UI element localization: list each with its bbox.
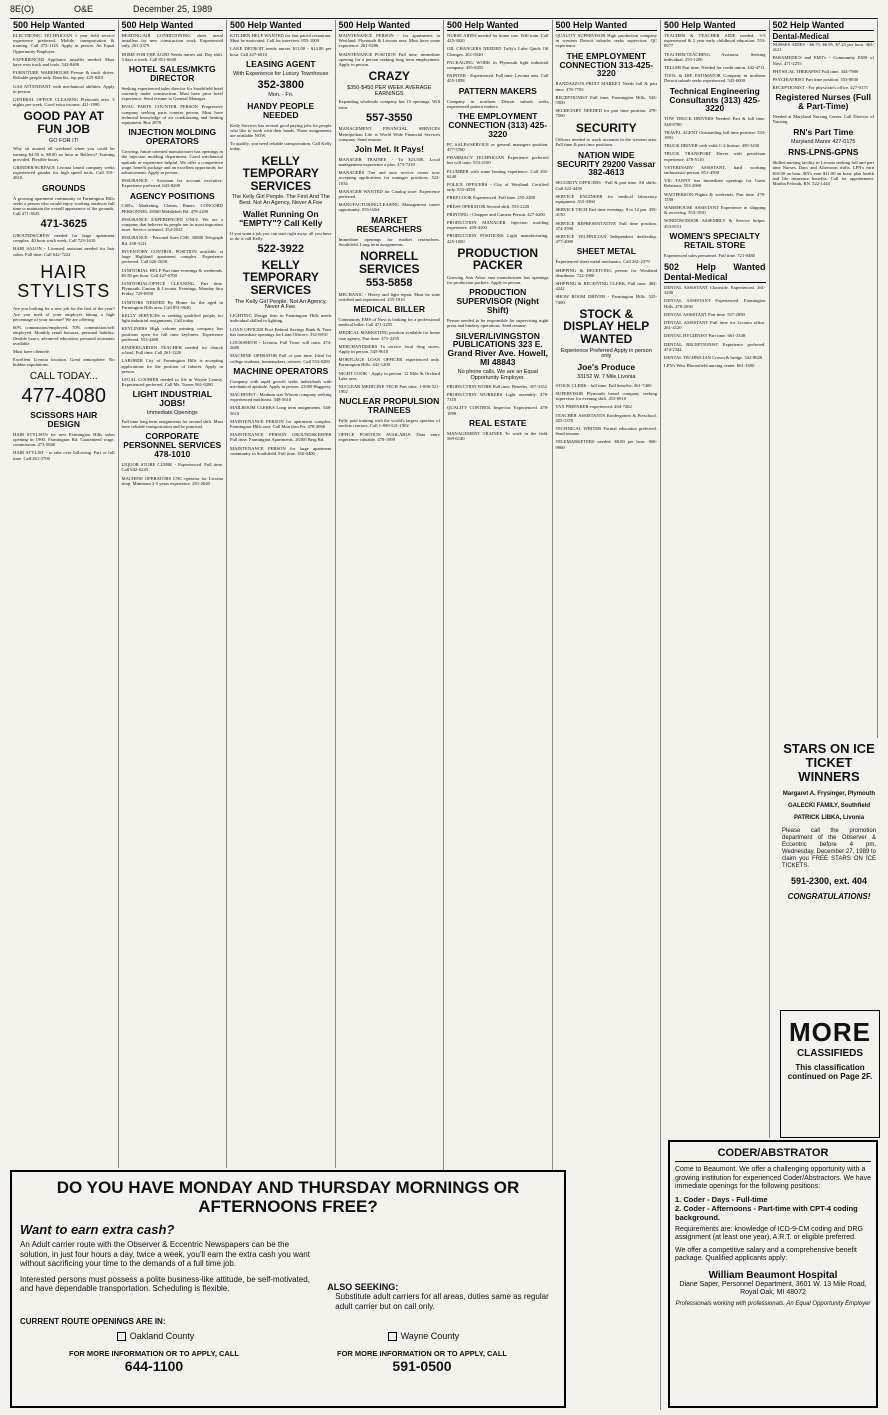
paper-name: O&E (74, 4, 94, 14)
classified-ad-text: LPN's West Bloomfield nursing center. 661-1600 (664, 363, 755, 369)
ad-tagline: Experience Preferred Apply in person only (560, 347, 652, 360)
classified-ad-text: RECEPTIONIST - For physician's office. 427-0175 (772, 85, 868, 91)
classified-ad-text: Must have clientele. (13, 348, 51, 354)
classified-ad-text: WAITPERSON Nights & weekends. Part time. 478-1550 (664, 191, 766, 202)
classified-ad-text: JANITORIAL HELP Part time evenings & weekends. $5.50 per hour. Call 427-6700 (121, 267, 223, 278)
classified-ad-text: TRUCK DRIVER with valid C-2 license. 459-3430 (664, 143, 760, 149)
classified-ad-text: TOOL & DIE ESTIMATOR Company in northern Detroit suburb seeks experienced. 543-6000 (664, 73, 766, 84)
classified-ad-text: DENTAL ASSISTANT Part time. 557-2890 (664, 311, 745, 317)
classified-ad-text: TELEMARKETERS needed. $6.00 per hour. 968-9960 (555, 439, 657, 450)
classified-ad-text: MANUFACTURING/LEASING Management career opportunity. 555-0264 (338, 202, 440, 213)
classified-ad-text: GAS ATTENDANT with mechanical abilities. Apply in person. (13, 83, 115, 94)
classified-ad-text: RANDAZZO'S FRUIT MARKET Needs full & part time. 478-7705 (555, 81, 657, 92)
classified-ad-text: SECURITY OFFICERS - Full & part time. All shifts. Call 422-4430 (555, 180, 657, 191)
classified-ad-text: TEACHER/TEACHING Assistant. Seeking individual. 253-1200 (664, 51, 766, 62)
ad-subheadline: Registered Nurses (Full & Part-Time) (775, 92, 871, 112)
coder-offer: We offer a competitive salary and a comprehensive benefit package. Qualified applicants apply: (675, 1246, 857, 1262)
classified-ad-text: TEACHER & TEACHER AIDE needed, 3-5 experienced & 2 year early childhood education. 553-8977 (664, 33, 766, 49)
info-label-2: FOR MORE INFORMATION OR TO APPLY, CALL (336, 1349, 507, 1359)
classified-ad-text: INVENTORY CONTROL POSITION available at large Highland apartment complex. Experience preferred. Call 626-1658. (121, 248, 223, 265)
ad-subheadline: Wallet Running On "EMPTY"? Call Kelly (239, 208, 323, 228)
ad-headline: STOCK & DISPLAY HELP WANTED (563, 306, 650, 346)
classified-ad-text: VIC TANNY has immediate openings for Guest Relations. 553-2900 (664, 178, 766, 189)
classified-ad-text: MAINTENANCE PERSON - for apartments in Westland. Plymouth & Livonia area. Must have some experience. 261-0286 (338, 33, 440, 49)
classified-ad-text: PLUMBER with some heating experience. Call 292-6240 (447, 168, 549, 179)
also-seeking-item: Substitute adult carriers for all areas, duties same as regular adult carrier but on call only. (335, 1292, 549, 1311)
coder-intro: Come to Beaumont. We offer a challenging opportunity with a growing institution for experienced Coder/Abstractors. We have immediate openings for the following positions: (675, 1166, 871, 1190)
classified-ad-text: If you want a job you can start right away, all you have to do is call Kelly. (230, 230, 332, 242)
ad-subheadline: HANDY PEOPLE NEEDED (247, 100, 315, 120)
classified-ad-text: HVAC PARTS COUNTER PERSON Progressive company seeking parts counter person. Must have technical knowledge of air conditioning and heating equipment. Box 2870. (121, 104, 223, 126)
coder-item-1: 1. Coder - Days - Full-time (675, 1194, 768, 1204)
classified-ad-text: FURNITURE WAREHOUSE Person & truck driver. Reliable people only. Benefits, top pay. 425-8201 (13, 70, 115, 81)
classified-ad-text: POLICE OFFICERS - City of Westland. Certified only. 553-4558 (447, 181, 549, 193)
classified-ad-text: Growing Ann Arbor area manufacturer has openings for production packers. Apply in person. (447, 274, 549, 286)
page-number: 8E(O) (10, 4, 35, 14)
ad-subheadline: LIGHT INDUSTRIAL JOBS! (132, 389, 212, 409)
coder-eoe: Professionals working with professionals. An Equal Opportunity Employer (675, 1300, 871, 1307)
classified-ad-text: INSURANCE - Assistant for account executive. Experience preferred. 643-8200 (121, 178, 223, 189)
ad-tagline: No phone calls. We are an Equal Opportunity Employer. (457, 369, 538, 381)
classified-ad-text: KITCHEN HELP WANTED for fast paced restaurant. Must be motivated. Call for interview. 855-1000 (230, 33, 332, 44)
ad-headline-large: HAIR STYLISTS (17, 261, 111, 301)
classified-ad-text: VETERINARY ASSISTANT, hard working enthusiastic person. 851-4590 (664, 164, 766, 176)
ad-tagline: With Experience for Luxury Townhouse (233, 70, 329, 77)
ad-phone-number: 471-3625 (40, 218, 87, 231)
classified-ad-text: KELLY SERVICES is seeking qualified people for light industrial assignments. Call today. (121, 312, 223, 324)
classified-ad-text: Are you looking for a new job for the first of the year? Are you tired of your employer taking a high percentage of your income? We are offering: (13, 306, 115, 322)
classified-ad-text: PRINTING - Chopper and Camera Person. 427-6200 (447, 211, 545, 217)
ad-subheadline: INJECTION MOLDING OPERATORS (128, 127, 217, 147)
classified-ad-text: MANAGEMENT FINANCIAL SERVICES Metropolitan Life is World Wide Financial Services company. Send resume. (338, 126, 440, 142)
classified-ad-text: HAIR STYLISTS for new Farmington Hills salon opening in 1990. Farmington Rd. Guaranteed wage, commission. 473-5840 (13, 431, 115, 448)
classified-ad-text: LAKE DETROIT needs nurses $11.00 - $14.00 per hour. Call 427-6010 (230, 46, 332, 57)
classified-ad-text: WAREHOUSE ASSISTANT Experience in shipping & receiving. 553-3550 (664, 205, 766, 216)
phone-wayne: 591-0500 (392, 1358, 452, 1375)
classified-ad-text: Fully paid training with the world's largest operator of nuclear reactors. Call 1-800-521-1902 (338, 418, 440, 429)
classified-ad-text: JANITORIAL/OFFICE CLEANING. Part time. Plymouth, Canton & Livonia. Evenings, Monday thru Friday. 729-6950 (121, 280, 223, 297)
ad-phone-number-large: 477-4080 (21, 385, 107, 408)
classified-ad-text: GROUNDS/CREW needed for large apartment complex. 40 hour work week. Call 723-1610 (13, 232, 115, 244)
ad-tagline: Maryland Manor 427-0175 (790, 138, 856, 145)
classified-ad-text: SECRETARY NEEDED for part time position. 478-7500 (555, 108, 657, 119)
classified-ad-text: PRESS OPERATOR Second shift. 553-2220 (447, 203, 530, 209)
ad-subheadline: NUCLEAR PROPULSION TRAINEES (339, 396, 440, 416)
ad-subheadline: Join Met. It Pays! (354, 143, 424, 154)
classified-ad-text: CSR's, Marketing, Claims, Raters. CONCORD PERSONNEL 18500 Middlebelt Rd. 478-2200 (121, 203, 223, 214)
classified-ad-text: MANAGER TRAINEE - To $23,500. Local management experience a plus. 473-7210 (338, 156, 440, 168)
ad-headline: NORRELL SERVICES (359, 248, 420, 276)
also-seeking-label: ALSO SEEKING: (327, 1282, 399, 1292)
classified-ad-text: DENTAL TECHNICIAN Crown & bridge. 522-8620 (664, 354, 763, 360)
classified-ad-text: PRODUCTION POSITIONS Light manufacturing. 425-1000 (447, 233, 549, 244)
classified-ad-text: Experienced sheet metal mechanics. Call 261-2379 (555, 259, 650, 265)
ad-subheadline: SILVER/LIVINGSTON PUBLICATIONS 323 E. Grand River Ave. Howell, MI 48843 (447, 330, 548, 368)
classified-ad-text: MANAGERS Tire and auto service center now accepting applications for manager positions. 522-1034 (338, 170, 440, 186)
ad-subheadline: WOMEN'S SPECIALTY RETAIL STORE (669, 230, 761, 250)
carrier-recruitment-ad (10, 1170, 566, 1408)
classified-ad-text: GENERAL OFFICE CLEANING Plymouth area. 3 nights per week. Good extra income. 421-1990 (13, 97, 115, 108)
classified-ad-text: WINDOW/DOOR ASSEMBLY & Service helper. 453-8151 (664, 218, 766, 229)
column-heading: 500 Help Wanted (447, 20, 549, 31)
checkbox-icon (388, 1332, 397, 1341)
column-heading: 500 Help Wanted (556, 20, 658, 31)
classified-ad-text: TECHNICAL WRITER Formal education preferred. Send resume. (555, 425, 657, 437)
classified-ad-text: LOCKSMITH - Livonia. Full Time, will train. 474-2600 (230, 339, 332, 351)
column-heading: 500 Help Wanted (230, 20, 332, 31)
ad-headline: PRODUCTION PACKER (457, 245, 539, 273)
route-oakland[interactable] (117, 1331, 195, 1341)
classified-column-3 (227, 20, 336, 1168)
checkbox-icon (117, 1332, 126, 1341)
coder-requirements: Requirements are: knowledge of ICD-9-CM coding and DRG assignment (at least one year), A.R.T. or eligible preferred. (675, 1225, 863, 1241)
stars-winner: Margaret A. Frysinger, Plymouth (782, 791, 876, 797)
column-subheading: Dental-Medical (773, 32, 875, 42)
more-sub: CLASSIFIEDS (796, 1048, 864, 1059)
ad-tagline: $350-$450 PER WEEK AVERAGE EARNINGS (347, 84, 432, 97)
classified-ad-text: QUALITY SUPERVISOR High production company in western Detroit suburbs seeks supervisor. QC experience. (555, 33, 657, 49)
classified-column-1 (10, 20, 119, 1168)
classified-ad-text: KINDERGARTEN TEACHER needed for church school. Full time. Call 261-1220 (121, 344, 223, 356)
column-heading: 500 Help Wanted (122, 20, 224, 31)
classified-ad-text: EXPERIENCED Appliance installer needed. Must have own truck and tools. 542-8400 (13, 56, 115, 68)
classified-ad-text: SHIPPING & RECEIVING CLERK. Full time. 484-4242 (555, 280, 657, 292)
classified-ad-text: HOME FOR THE AGED Needs nurses aid. Day shift. 3 days a week. Call 851-6640 (121, 51, 223, 62)
classified-column-2 (119, 20, 228, 1168)
classified-ad-text: DENTAL RECEPTIONIST Experience preferred. 474-2344 (664, 341, 766, 352)
classified-column-7 (661, 20, 770, 1138)
classified-ad-text: DENTAL ASSISTANT Full time for Livonia office. 261-4120 (664, 319, 766, 331)
stars-winner: GALECKI FAMILY, Southfield (787, 803, 871, 809)
classified-ad-text: NURSE AIDES needed for home care. Will train. Call 425-3020 (447, 33, 549, 44)
classified-ad-text: MAINTENANCE POSITION Full time, immediate opening for a person seeking long term employment. Apply in person. (338, 51, 440, 68)
classified-ad-text: SHIPPING & RECEIVING person for Westland distributor. 722-1900 (555, 267, 657, 278)
classified-column-4 (336, 20, 445, 1215)
classified-ad-text: Needed at Maryland Nursing Center. Call Director of Nursing. (772, 114, 874, 125)
classified-ad-text: MEDICAL MARKETING position available for home care agency. Part time. 471-2255 (338, 330, 440, 341)
ad-headline: KELLY TEMPORARY SERVICES (242, 257, 319, 297)
ad-phone-number: 557-3550 (366, 111, 413, 124)
classified-ad-text: INSURANCE - Personal lines CSR. 30800 Telegraph Rd. 258-3121 (121, 235, 223, 246)
classified-ad-text: SUPERVISOR Plymouth based company seeking supervisor for evening shift. 453-0010 (555, 390, 657, 402)
classified-ad-text: KEYLINERS High volume printing company has positions open for full time keyliners. Experience preferred. 553-4400 (121, 326, 223, 342)
carrier-headline: DO YOU HAVE MONDAY AND THURSDAY MORNINGS OR AFTERNOONS FREE? (56, 1178, 520, 1216)
column-heading: 500 Help Wanted (664, 20, 766, 31)
coder-org: William Beaumont Hospital (708, 1269, 838, 1281)
more-text: This classification continued on Page 2F. (787, 1063, 873, 1081)
classified-ad-text: 60% commission/employed, 70% commission/self employed. Monthly retail bonuses, personal liability, flexible hours, advanced education, personal assistants available. (13, 325, 115, 346)
classified-ad-text: To qualify, you need reliable transportation. Call Kelly today. (230, 141, 332, 152)
coder-address: Diane Saper, Personnel Department, 3601 W. 13 Mile Road, Royal Oak, MI 48072 (679, 1280, 867, 1296)
coder-title: CODER/ABSTRATOR (675, 1147, 871, 1162)
classified-ad-text: MAINTENANCE PERSON GROUNDSKEEPER Full time. Farmington Apartments. 26300 Berg Rd. (230, 432, 332, 443)
stars-winner: PATRICK LIBKA, Livonia (793, 815, 865, 821)
classified-ad-text: MERCHANDISERS To service local drug stores. Apply in person. 545-9610 (338, 343, 440, 354)
classified-ad-text: INSURANCE EXPERIENCED ONLY. We are a company that believes its people are its most important asset. Service oriented. 354-2022 (121, 216, 223, 233)
classified-ad-text: MACHINIST - Medium size Wixom company seeking experienced machinist. 348-5610 (230, 392, 332, 403)
classified-ad-text: OFFICE POSITION AVAILABLE Data entry experience valuable. 478-1999 (338, 431, 440, 442)
ad-headline: GOOD PAY AT FUN JOB (23, 109, 104, 137)
classified-ad-text: PRODUCTION WORK Full time. Benefits. 357-3352 (447, 383, 548, 389)
classified-ad-text: HAIR SALON - Licensed assistant needed for hair salon. Full time. Call 642-7222 (13, 246, 115, 257)
classified-ad-text: STOCK CLERK - full time. Full benefits. 261-7400 (555, 382, 652, 388)
classified-ad-text: Company with rapid growth seeks individuals with mechanical aptitude. Apply in person. 23300 Haggerty. (230, 378, 332, 389)
ad-subheadline: LEASING AGENT (245, 58, 316, 69)
ad-subheadline: MARKET RESEARCHERS (356, 214, 422, 234)
ad-subheadline: RN's Part Time (793, 126, 854, 137)
classified-ad-text: A growing apartment community in Farmington Hills seeks a person who would enjoy working outdoors full time to maintain the overall appearance of the grounds. Call 471-3625. (13, 195, 115, 217)
classified-column-8 (770, 20, 879, 738)
classified-ad-text: Company in northern Detroit suburb seeks experienced pattern makers. (447, 98, 549, 109)
ad-subheadline: RNS-LPNS-GPNS (788, 147, 859, 158)
stars-body: Please call the promotion department of the Observer & Eccentric before 4 pm, Wednesday, December 27, 1989 to claim you FREE STARS ON ICE TICKETS. (782, 828, 876, 869)
classified-ad-text: TRAVEL AGENT Outstanding full time position. 333-1991 (664, 129, 766, 140)
classified-ad-text: PAINTER - Experienced. Full time. Livonia area. Call 455-1858 (447, 73, 549, 84)
classified-ad-text: Person needed to be responsible for supervising night press and bindery operations. Send resume. (447, 318, 549, 329)
classified-ad-text: TRUCK TRANSPORT Driver with petroleum experience. 478-5110 (664, 151, 766, 162)
classified-ad-text: Expanding wholesale company has 15 openings. Will train. (338, 99, 440, 110)
stars-winners (780, 790, 878, 822)
ad-subheadline: THE EMPLOYMENT CONNECTION (313) 425-3220 (448, 110, 548, 139)
classified-ad-text: Seeking experienced sales director for Southfield hotel currently under construction. Must have prior hotel experience. Send resume to General Manager. (121, 85, 223, 102)
classified-ad-text: Officers needed to work accounts in the western area. Full time & part time positions. (555, 137, 657, 148)
classified-ad-text: HAIR STYLIST - to take over following. Part or full time. Call 261-3700 (13, 450, 115, 461)
classified-ad-text: LIQUOR STORE CLERK - Experienced. Full time. Call 642-0220 (121, 462, 223, 473)
classified-ad-text: SERVICE ENGINEER for medical laboratory equipment. 353-3360 (555, 193, 657, 204)
ad-tagline: The Kelly Girl People. The First And The Best. Not An Agency, Never A Fee (231, 194, 330, 207)
coder-item-2: 2. Coder - Afternoons - Part-time with CPT-4 coding background. (675, 1203, 858, 1222)
column-heading: 500 Help Wanted (13, 20, 115, 31)
route-wayne-label: Wayne County (400, 1331, 460, 1341)
classified-ad-text: SERVICE TECH Part time evenings. 8 to 12 pm. 459-4150 (555, 207, 657, 218)
ad-tagline: 33152 W. 7 Mile Livonia (577, 373, 636, 380)
ad-tagline: Immediate Openings (146, 410, 198, 417)
classified-ad-text: TOW TRUCK DRIVERS Needed. Part & full time. 348-8780 (664, 116, 766, 127)
classified-ad-text: DENTAL HYGIENIST Part time. 661-3340 (664, 333, 746, 339)
stars-phone: 591-2300, ext. 404 (790, 876, 868, 886)
classified-ad-text: PSYCHIATRIST Part time position. 353-8830 (772, 77, 859, 83)
classified-ad-text: PHYSICAL THERAPIST Full time. 344-7900 (772, 68, 859, 74)
classified-ad-text: LEGAL COURIER needed to file in Wayne County. Experienced preferred. Call Ms. Turner 961-0280. (121, 376, 223, 388)
ad-subheadline: MEDICAL BILLER (353, 304, 426, 315)
classified-ad-text: TAX PREPARER experienced. 464-7262 (555, 404, 632, 410)
carrier-body: An Adult carrier route with the Observer & Eccentric Newspapers can be the solution, in just four hours a day, twice a week, you'll earn the extra cash you want without sacrificing your time to the demands of a full time job. (20, 1240, 310, 1268)
stars-title: STARS ON ICE TICKET WINNERS (783, 741, 875, 784)
stars-on-ice-box (780, 738, 878, 1002)
classified-ad-text: LOAN OFFICER First Federal Savings Bank & Trust has immediate openings for Loan Officers. 332-6910 (230, 326, 332, 337)
classified-ad-text: Full time long term assignments for second shift. Must have reliable transportation and be punctual. (121, 418, 223, 430)
column-heading: 502 Help Wanted (773, 20, 875, 31)
classified-ad-text: Community EMS of Novi is looking for a professional medical biller. Call 471-2255 (338, 316, 440, 328)
ad-subheadline: CORPORATE PERSONNEL SERVICES 478-1010 (123, 431, 222, 460)
ad-subheadline: PATTERN MAKERS (458, 85, 537, 96)
routes-label: CURRENT ROUTE OPENINGS ARE IN: (20, 1317, 166, 1326)
carrier-sub: Want to earn extra cash? (20, 1222, 175, 1237)
ad-subheadline: NATION WIDE SECURITY 29200 Vassar 382-4613 (556, 149, 656, 178)
classified-ad-text: LIGHTING Design firm in Farmington Hills needs individual skilled in lighting. (230, 313, 332, 324)
ad-subheadline: SHEET METAL (576, 246, 636, 257)
ad-tagline: GO FOR IT! (48, 137, 79, 144)
classified-ad-text: NUCLEAR MEDICINE TECH Part time. 1-800-521-1902 (338, 384, 440, 395)
classified-column-5 (444, 20, 553, 1215)
ad-phone-number: 553-5858 (366, 277, 413, 290)
classified-ad-text: MACHINE OPERATORS CNC operator for Livonia shop. Minimum 3-5 years experience. 261-2640 (121, 475, 223, 486)
issue-date: December 25, 1989 (133, 4, 213, 14)
classified-ad-text: NIGHT COOK - Apply in person. 12 Mile & Orchard Lake area. (338, 370, 440, 381)
ad-subheadline: AGENCY POSITIONS (129, 190, 215, 201)
classified-ad-text: Immediate openings for market researchers. Southfield. Long term assignments. (338, 236, 440, 247)
classified-ad-text: RECEPTIONIST Full time. Farmington Hills. 543-5900 (555, 94, 657, 105)
route-oakland-label: Oakland County (129, 1331, 195, 1341)
classified-ad-text: Experienced sales personnel. Full time. 721-0480 (664, 252, 755, 258)
classified-ad-text: ELECTRONIC TECHNICIAN 1 year field service experience preferred. Mobile, transportation & training. Call 473-1125. Apply in person. An Equal Opportunity Employer. (13, 33, 115, 54)
classified-ad-text: Kelly Services has several good paying jobs for people who like to work with their hands. These assignments are available NOW. (230, 122, 332, 139)
ad-tagline: Mon. - Fri. (268, 92, 294, 99)
stars-congrats: CONGRATULATIONS! (787, 892, 871, 901)
classified-ad-text: DENTAL ASSISTANT Chairside. Experienced. 261-3200 (664, 284, 766, 296)
classified-ad-text: PHARMACY TECHNICIAN Experience preferred but will train. 553-2100 (447, 155, 549, 166)
ad-subheadline: REAL ESTATE (468, 417, 527, 428)
classified-ad-text: PC SALES/SERVICE or general managers position. 477-3760 (447, 141, 549, 152)
classified-ad-text: DENTAL ASSISTANT Experienced. Farmington Hills. 478-2030 (664, 298, 766, 309)
classified-ad-text: MECHANIC - Heavy and light repair. Must be state certified and experienced. 255-1810 (338, 291, 440, 302)
more-classifieds-box (780, 1010, 880, 1138)
ad-subheadline: THE EMPLOYMENT CONNECTION 313-425-3220 (559, 50, 654, 79)
classified-ad-text: MANAGER WANTED for Catalog store. Experience preferred. (338, 188, 440, 200)
ad-subheadline: HOTEL SALES/MKTG DIRECTOR (128, 64, 216, 83)
classified-ad-text: MORTGAGE LOAN OFFICER experienced only. Farmington Hills. 442-1200 (338, 357, 440, 368)
ad-subheadline: PRODUCTION SUPERVISOR (Night Shift) (456, 287, 539, 316)
classified-ad-text: NURSES AIDES - $6.75, $6.95, $7.25 per hour. 363-4121 (772, 42, 874, 53)
ad-subheadline: SCISSORS HAIR DESIGN (30, 410, 98, 429)
classified-ad-text: Excellent Livonia location. Great atmosphere. No hidden stipulations. (13, 357, 115, 368)
classified-ad-text: GRINDER/SURFACE Livonia based company seeks experienced grinder for high speed tools. Call 591-4810. (13, 165, 115, 181)
classified-ad-text: OIL CHANGERS NEEDED Tuffy's Lube Quick Oil Changes. 261-0540 (447, 46, 549, 57)
ad-headline: CRAZY (368, 69, 410, 84)
info-label-1: FOR MORE INFORMATION OR TO APPLY, CALL (68, 1349, 239, 1359)
page-masthead (10, 4, 878, 19)
classified-ad-text: Growing, future oriented manufacturer has openings in the injection molding department. Good mechanical aptitude or experience helpful. We offer a competitive wage, benefit package and an excellent opportunity for advancement. Apply in person. (121, 149, 223, 175)
classified-ad-text: MAINTENANCE PERSON for apartment complex. Farmington Hills area. Call Mon thru Fri. 478-3060 (230, 418, 332, 430)
classified-ad-text: MANAGEMENT TRAINEE To work in the field. 569-6140 (447, 430, 549, 441)
ad-tagline: The Kelly Girl People. Not An Agency, Never A Fee. (234, 298, 327, 311)
coder-abstractor-ad (668, 1140, 878, 1408)
ad-subheadline: GROUNDS (42, 182, 86, 193)
ad-subheadline: MACHINE OPERATORS (233, 365, 329, 376)
classified-ad-text: SHOW ROOM DRIVER - Farmington Hills. 525-7400 (555, 294, 657, 305)
ad-subheadline: Joe's Produce (577, 362, 636, 373)
route-wayne[interactable] (388, 1331, 460, 1341)
carrier-body-2: Interested persons must possess a polite business-like attitude, be self-motivated, and have dependable transportation. Scheduling is flexible. (20, 1274, 310, 1293)
more-heading: MORE (789, 1017, 871, 1047)
classified-ad-text: PRODUCTION WORKERS Light assembly. 478-7310 (447, 391, 549, 403)
classified-ad-text: JANITORS NEEDED By Home for the aged in Farmington Hills area. Call 851-9640 (121, 299, 223, 310)
classified-ad-text: MAINTENANCE PERSON for large apartment community in Southfield. Full time. 356-0400 (230, 445, 332, 456)
ad-headline: SECURITY (575, 120, 637, 135)
classified-ad-text: MACHINE OPERATOR Full or part time. Ideal for college students, homemakers, retirees. Call 553-8200 (230, 353, 332, 364)
ad-phone-number: 352-3800 (257, 78, 304, 91)
classified-ad-text: PREP COOK Experienced. Full time. 255-2280 (447, 195, 535, 201)
classified-ad-text: TELLER Part time. Needed for credit union. 442-4711 (664, 65, 765, 71)
column-heading: 500 Help Wanted (339, 20, 441, 31)
classified-ad-text: QUALITY CONTROL Inspector. Experienced. 478-1999 (447, 405, 549, 416)
classified-ad-text: Why sit around all weekend when you could be earning $4.50 to $8.00 an hour at Bellews? Training provided. Flexible hours. (13, 146, 115, 162)
phone-oakland: 644-1100 (124, 1358, 184, 1375)
classified-ad-text: PARAMEDICS and EMT's - Community EMS of Novi. 471-2255 (772, 55, 874, 66)
ad-call-today: CALL TODAY... (29, 370, 98, 382)
classified-ad-text: MAILROOM CLERKS Long term assignments. 548-5610 (230, 405, 332, 416)
classified-ad-text: SERVICE TECHNICIAN Independent dealership. 477-4080 (555, 233, 657, 245)
classified-ad-text: Skilled nursing facility in Livonia seeking full and part time Nurses. Days and Afternoon shifts. LPN's earn $10.00 an hour. RN's earn $11.00 an hour, plus health and life insurance benefits. Call for appointment. Martha Felosak, RN. 522-1444 (772, 160, 874, 187)
classified-ad-text: PACKAGING WORK in Plymouth light industrial company. 455-8455 (447, 59, 549, 71)
classified-ad-text: HEATING/AIR CONDITIONING sheet metal installers for new construction work. Experienced only. 261-2379 (121, 33, 223, 49)
classified-ad-text: PRODUCTION MANAGER Injection molding experience. 459-4100 (447, 219, 549, 231)
classified-ad-text: TEACHER ASSISTANTS Kindergarten & Preschool. 425-1370 (555, 412, 657, 423)
ad-headline: KELLY TEMPORARY SERVICES (242, 153, 319, 193)
classified-ad-text: LABORER City of Farmington Hills is accepting applications for the position of laborer. Apply in person. (121, 358, 223, 374)
column-heading: 502 Help Wanted Dental-Medical (664, 261, 766, 282)
ad-phone-number: 522-3922 (257, 243, 304, 256)
classified-column-6 (553, 20, 662, 1410)
ad-subheadline: Technical Engineering Consultants (313) 425-3220 (669, 85, 761, 114)
classified-ad-text: SERVICE REPRESENTATIVE Full time position. 474-3590 (555, 220, 657, 231)
